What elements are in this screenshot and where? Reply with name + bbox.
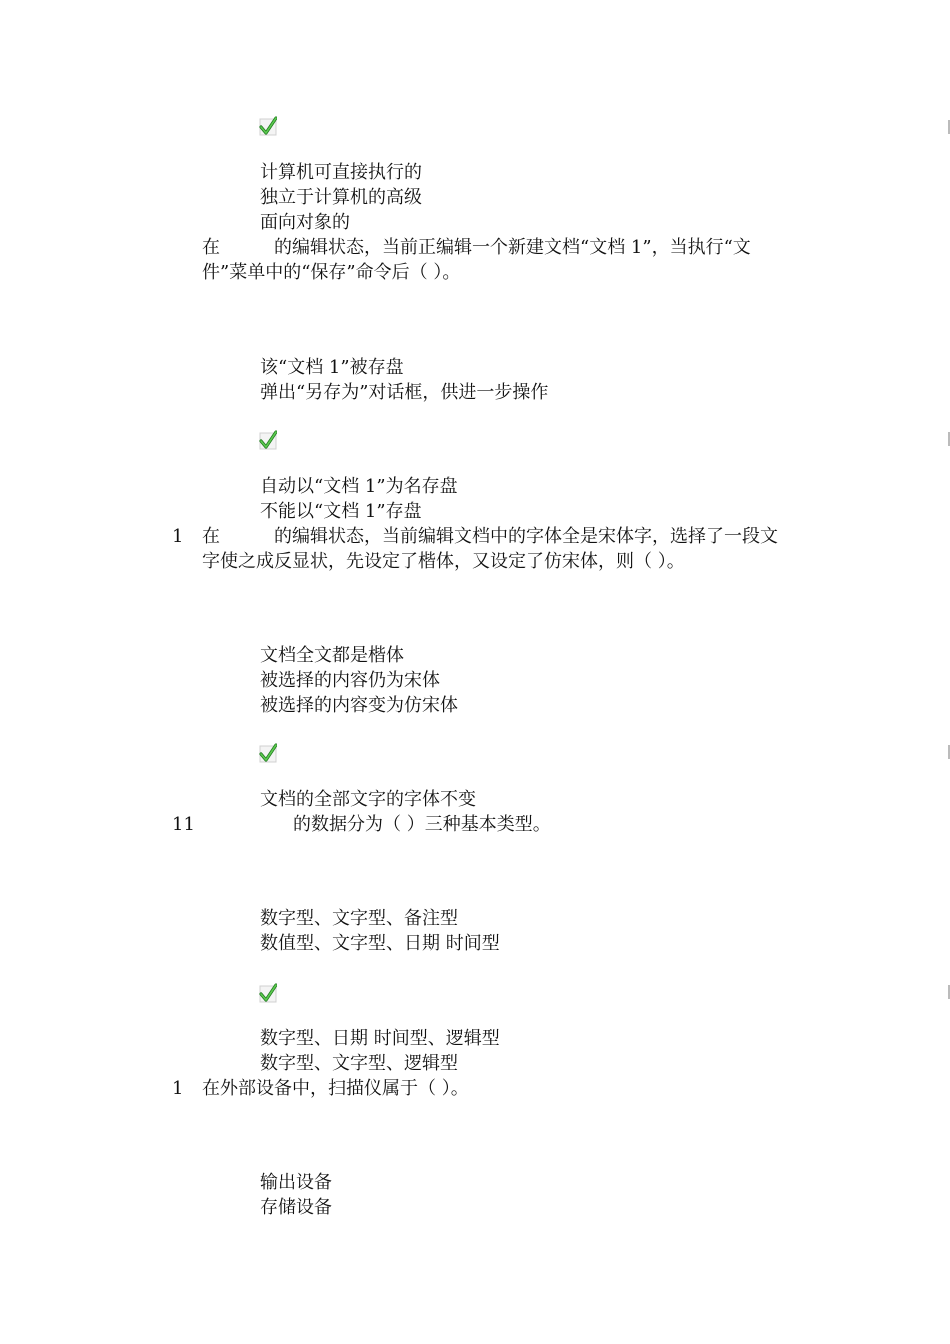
question-text: 在 的编辑状态，当前编辑文档中的字体全是宋体字，选择了一段文 <box>202 526 778 547</box>
answer-option[interactable]: 被选择的内容仍为宋体 <box>260 670 440 691</box>
question-number: 1 <box>172 526 184 547</box>
checkmark-icon <box>259 743 277 763</box>
question-text: 在外部设备中，扫描仪属于（ ）。 <box>202 1078 469 1099</box>
answer-option[interactable]: 面向对象的 <box>260 212 350 233</box>
question-text: 的数据分为（ ）三种基本类型。 <box>293 814 551 835</box>
answer-option[interactable]: 不能以“文档 1”存盘 <box>260 501 422 522</box>
checkmark-icon <box>259 430 277 450</box>
answer-option[interactable]: 数字型、日期 时间型、逻辑型 <box>260 1028 500 1049</box>
answer-option[interactable]: 自动以“文档 1”为名存盘 <box>260 476 458 497</box>
answer-option[interactable]: 弹出“另存为”对话框，供进一步操作 <box>260 382 549 403</box>
checkmark-icon <box>259 116 277 136</box>
answer-option[interactable]: 被选择的内容变为仿宋体 <box>260 695 458 716</box>
question-text: 件”菜单中的“保存”命令后（ ）。 <box>202 262 461 283</box>
answer-option[interactable]: 存储设备 <box>260 1197 332 1218</box>
question-text: 在 的编辑状态，当前正编辑一个新建文档“文档 1”，当执行“文 <box>202 237 751 258</box>
answer-option[interactable]: 计算机可直接执行的 <box>260 162 422 183</box>
answer-option[interactable]: 数值型、文字型、日期 时间型 <box>260 933 500 954</box>
question-number: 1 <box>172 1078 184 1099</box>
answer-option[interactable]: 输出设备 <box>260 1172 332 1193</box>
question-text: 字使之成反显状，先设定了楷体，又设定了仿宋体，则（ ）。 <box>202 551 685 572</box>
answer-option[interactable]: 文档全文都是楷体 <box>260 645 404 666</box>
checkmark-icon <box>259 983 277 1003</box>
answer-option[interactable]: 独立于计算机的高级 <box>260 187 422 208</box>
answer-option[interactable]: 数字型、文字型、备注型 <box>260 908 458 929</box>
question-number: 11 <box>172 814 195 835</box>
answer-option[interactable]: 该“文档 1”被存盘 <box>260 357 404 378</box>
answer-option[interactable]: 文档的全部文字的字体不变 <box>260 789 476 810</box>
answer-option[interactable]: 数字型、文字型、逻辑型 <box>260 1053 458 1074</box>
